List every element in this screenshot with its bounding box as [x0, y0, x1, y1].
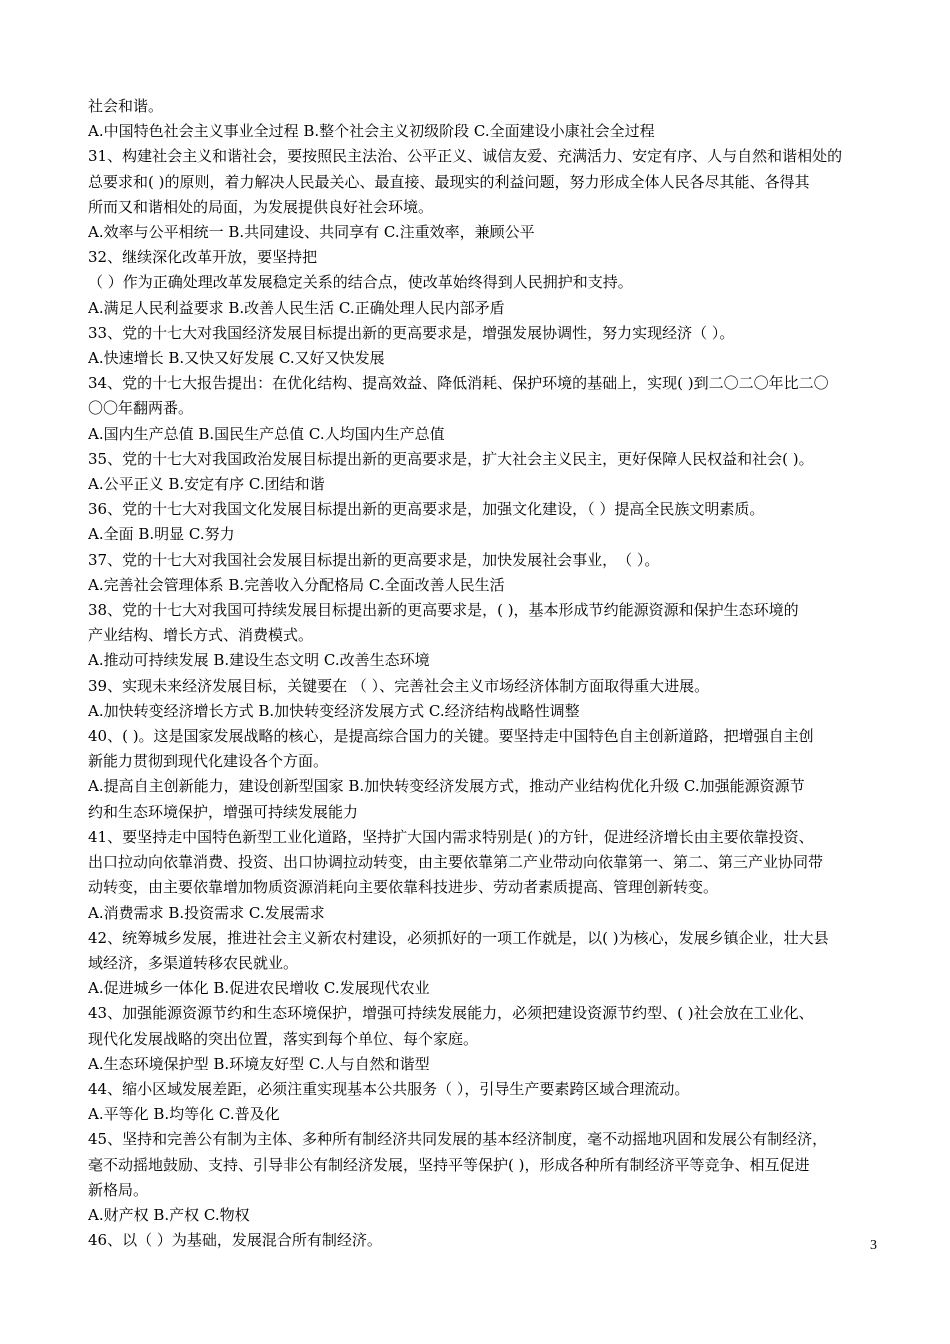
text-line: 毫不动摇地鼓励、支持、引导非公有制经济发展，坚持平等保护( )，形成各种所有制经济平等竞争、相互促进 [88, 1155, 810, 1174]
text-line: 37、党的十七大对我国社会发展目标提出新的更高要求是，加快发展社会事业， （ ）。 [88, 550, 660, 569]
text-line: 总要求和( )的原则，着力解决人民最关心、最直接、最现实的利益问题，努力形成全体人民各尽其能、各得其 [88, 172, 810, 191]
text-line: A.效率与公平相统一 B.共同建设、共同享有 C.注重效率，兼顾公平 [88, 223, 535, 242]
text-line: 44、缩小区域发展差距，必须注重实现基本公共服务（ ），引导生产要素跨区域合理流动。 [88, 1079, 690, 1098]
text-line: 40、( )。这是国家发展战略的核心，是提高综合国力的关键。要坚持走中国特色自主创新道路，把增强自主创 [88, 727, 814, 746]
text-line: 产业结构、增长方式、消费模式。 [88, 626, 314, 645]
text-line: 34、党的十七大报告提出：在优化结构、提高效益、降低消耗、保护环境的基础上，实现( )到二〇二〇年比二〇 [88, 374, 829, 393]
text-line: （ ）作为正确处理改革发展稳定关系的结合点，使改革始终得到人民拥护和支持。 [88, 273, 633, 292]
text-line: 35、党的十七大对我国政治发展目标提出新的更高要求是，扩大社会主义民主，更好保障人民权益和社会( )。 [88, 449, 814, 468]
text-line: 〇〇年翻两番。 [88, 399, 194, 418]
text-line: A.中国特色社会主义事业全过程 B.整个社会主义初级阶段 C.全面建设小康社会全过程 [88, 122, 655, 141]
text-line: A.加快转变经济增长方式 B.加快转变经济发展方式 C.经济结构战略性调整 [88, 701, 580, 720]
text-line: 43、加强能源资源节约和生态环境保护，增强可持续发展能力，必须把建设资源节约型、( )社会放在工业化、 [88, 1004, 814, 1023]
text-line: A.满足人民利益要求 B.改善人民生活 C.正确处理人民内部矛盾 [88, 298, 505, 317]
text-line: A.全面 B.明显 C.努力 [88, 525, 235, 544]
text-line: 38、党的十七大对我国可持续发展目标提出新的更高要求是，( )，基本形成节约能源资源和保护生态环境的 [88, 601, 799, 620]
text-line: 新格局。 [88, 1180, 149, 1199]
text-line: A.提高自主创新能力，建设创新型国家 B.加快转变经济发展方式，推动产业结构优化升级 C.加强能源资源节 [88, 777, 805, 796]
text-line: 39、实现未来经济发展目标，关键要在 （ ）、完善社会主义市场经济体制方面取得重大进展。 [88, 676, 710, 695]
text-line: A.推动可持续发展 B.建设生态文明 C.改善生态环境 [88, 651, 430, 670]
text-line: 36、党的十七大对我国文化发展目标提出新的更高要求是，加强文化建设，（ ）提高全民族文明素质。 [88, 500, 765, 519]
text-line: 新能力贯彻到现代化建设各个方面。 [88, 752, 329, 771]
text-line: 出口拉动向依靠消费、投资、出口协调拉动转变，由主要依靠第二产业带动向依靠第一、第二、第三产业协同带 [88, 853, 824, 872]
text-line: A.促进城乡一体化 B.促进农民增收 C.发展现代农业 [88, 979, 430, 998]
text-line: A.公平正义 B.安定有序 C.团结和谐 [88, 475, 325, 494]
text-line: A.快速增长 B.又快又好发展 C.又好又快发展 [88, 349, 385, 368]
text-line: 所而又和谐相处的局面，为发展提供良好社会环境。 [88, 197, 434, 216]
document-body [88, 94, 888, 1253]
text-line: 社会和谐。 [88, 97, 164, 115]
text-line: A.消费需求 B.投资需求 C.发展需求 [88, 903, 325, 922]
text-line: A.完善社会管理体系 B.完善收入分配格局 C.全面改善人民生活 [88, 575, 505, 594]
text-line: 动转变，由主要依靠增加物质资源消耗向主要依靠科技进步、劳动者素质提高、管理创新转变。 [88, 878, 719, 897]
text-line: A.平等化 B.均等化 C.普及化 [88, 1105, 280, 1124]
text-line: 域经济，多渠道转移农民就业。 [88, 953, 299, 972]
text-line: 45、坚持和完善公有制为主体、多种所有制经济共同发展的基本经济制度，毫不动摇地巩固和发展公有制经济， [88, 1130, 828, 1149]
text-line: A.生态环境保护型 B.环境友好型 C.人与自然和谐型 [88, 1054, 430, 1073]
text-line: A.财产权 B.产权 C.物权 [88, 1205, 250, 1224]
text-line: 33、党的十七大对我国经济发展目标提出新的更高要求是，增强发展协调性，努力实现经济（ ）。 [88, 323, 735, 342]
text-line: 32、继续深化改革开放，要坚持把 [88, 248, 318, 267]
text-line: 31、构建社会主义和谐社会，要按照民主法治、公平正义、诚信友爱、充满活力、安定有序、人与自然和谐相处的 [88, 147, 843, 166]
text-line: 现代化发展战略的突出位置，落实到每个单位、每个家庭。 [88, 1029, 479, 1048]
text-line: 46、以（ ）为基础，发展混合所有制经济。 [88, 1231, 382, 1250]
page-number: 3 [870, 1238, 877, 1253]
text-line: 42、统筹城乡发展，推进社会主义新农村建设，必须抓好的一项工作就是，以( )为核心，发展乡镇企业，壮大县 [88, 928, 829, 947]
text-line: 约和生态环境保护，增强可持续发展能力 [88, 802, 359, 821]
text-line: 41、要坚持走中国特色新型工业化道路，坚持扩大国内需求特别是( )的方针，促进经济增长由主要依靠投资、 [88, 827, 814, 846]
text-line: A.国内生产总值 B.国民生产总值 C.人均国内生产总值 [88, 424, 445, 443]
